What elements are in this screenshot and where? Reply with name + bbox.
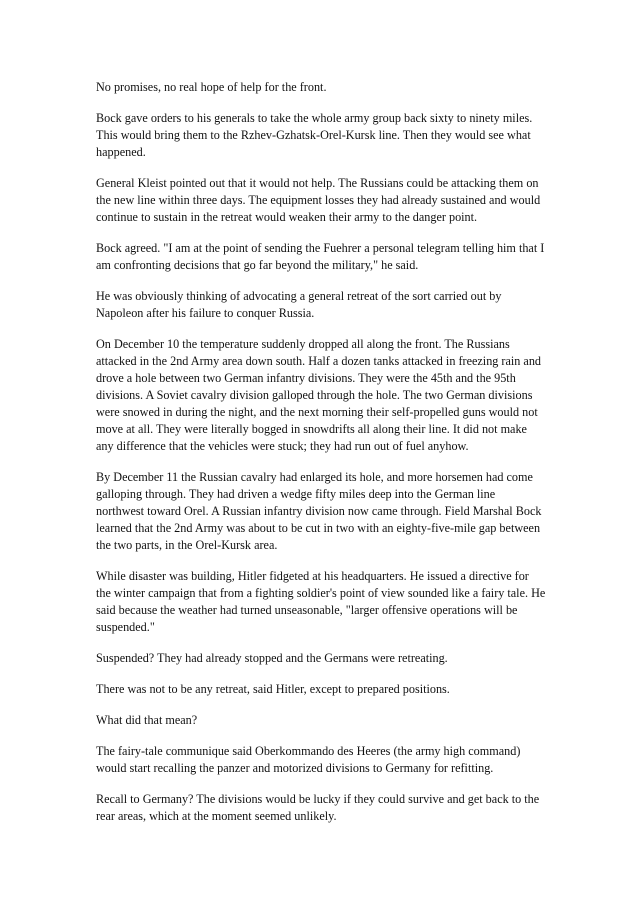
paragraph-7: By December 11 the Russian cavalry had enlarged its hole, and more horsemen had come galloping through. They had driven a wedge fifty miles deep into the German line northwest toward Orel. A Russian infantry division now came through. Field Marshal Bock learned that the 2nd Army was about to be cut in two with an eighty-five-mile gap between the two parts, in the Orel-Kursk area. <box>96 470 542 552</box>
paragraph-4: Bock agreed. "I am at the point of sending the Fuehrer a personal telegram telling him that I am confronting decisions that go far beyond the military," he said. <box>96 241 545 272</box>
paragraph-13: Recall to Germany? The divisions would be lucky if they could survive and get back to the rear areas, which at the moment seemed unlikely. <box>96 792 540 823</box>
paragraph-6: On December 10 the temperature suddenly dropped all along the front. The Russians attacked in the 2nd Army area down south. Half a dozen tanks attacked in freezing rain and drove a hole between two German infantry divisions. They were the 45th and the 95th divisions. A Soviet cavalry division galloped through the hole. The two German divisions were snowed in during the night, and the next morning their self-propelled guns would not move at all. They were literally bogged in snowdrifts all along their line. It did not make any difference that the vehicles were stuck; they had run out of fuel anyhow. <box>96 337 542 453</box>
document-page <box>96 79 546 839</box>
paragraph-11: What did that mean? <box>96 713 198 727</box>
paragraph-1: No promises, no real hope of help for the front. <box>96 80 327 94</box>
paragraph-12: The fairy-tale communique said Oberkommando des Heeres (the army high command) would start recalling the panzer and motorized divisions to Germany for refitting. <box>96 744 521 775</box>
paragraph-8: While disaster was building, Hitler fidgeted at his headquarters. He issued a directive for the winter campaign that from a fighting soldier's point of view sounded like a fairy tale. He said because the weather had turned unseasonable, "larger offensive operations will be suspended." <box>96 569 546 634</box>
paragraph-2: Bock gave orders to his generals to take the whole army group back sixty to ninety miles. This would bring them to the Rzhev-Gzhatsk-Orel-Kursk line. Then they would see what happened. <box>96 111 533 159</box>
paragraph-10: There was not to be any retreat, said Hitler, except to prepared positions. <box>96 682 450 696</box>
paragraph-9: Suspended? They had already stopped and the Germans were retreating. <box>96 651 448 665</box>
paragraph-3: General Kleist pointed out that it would not help. The Russians could be attacking them on the new line within three days. The equipment losses they had already sustained and would continue to sustain in the retreat would weaken their army to the danger point. <box>96 176 541 224</box>
paragraph-5: He was obviously thinking of advocating a general retreat of the sort carried out by Napoleon after his failure to conquer Russia. <box>96 289 502 320</box>
